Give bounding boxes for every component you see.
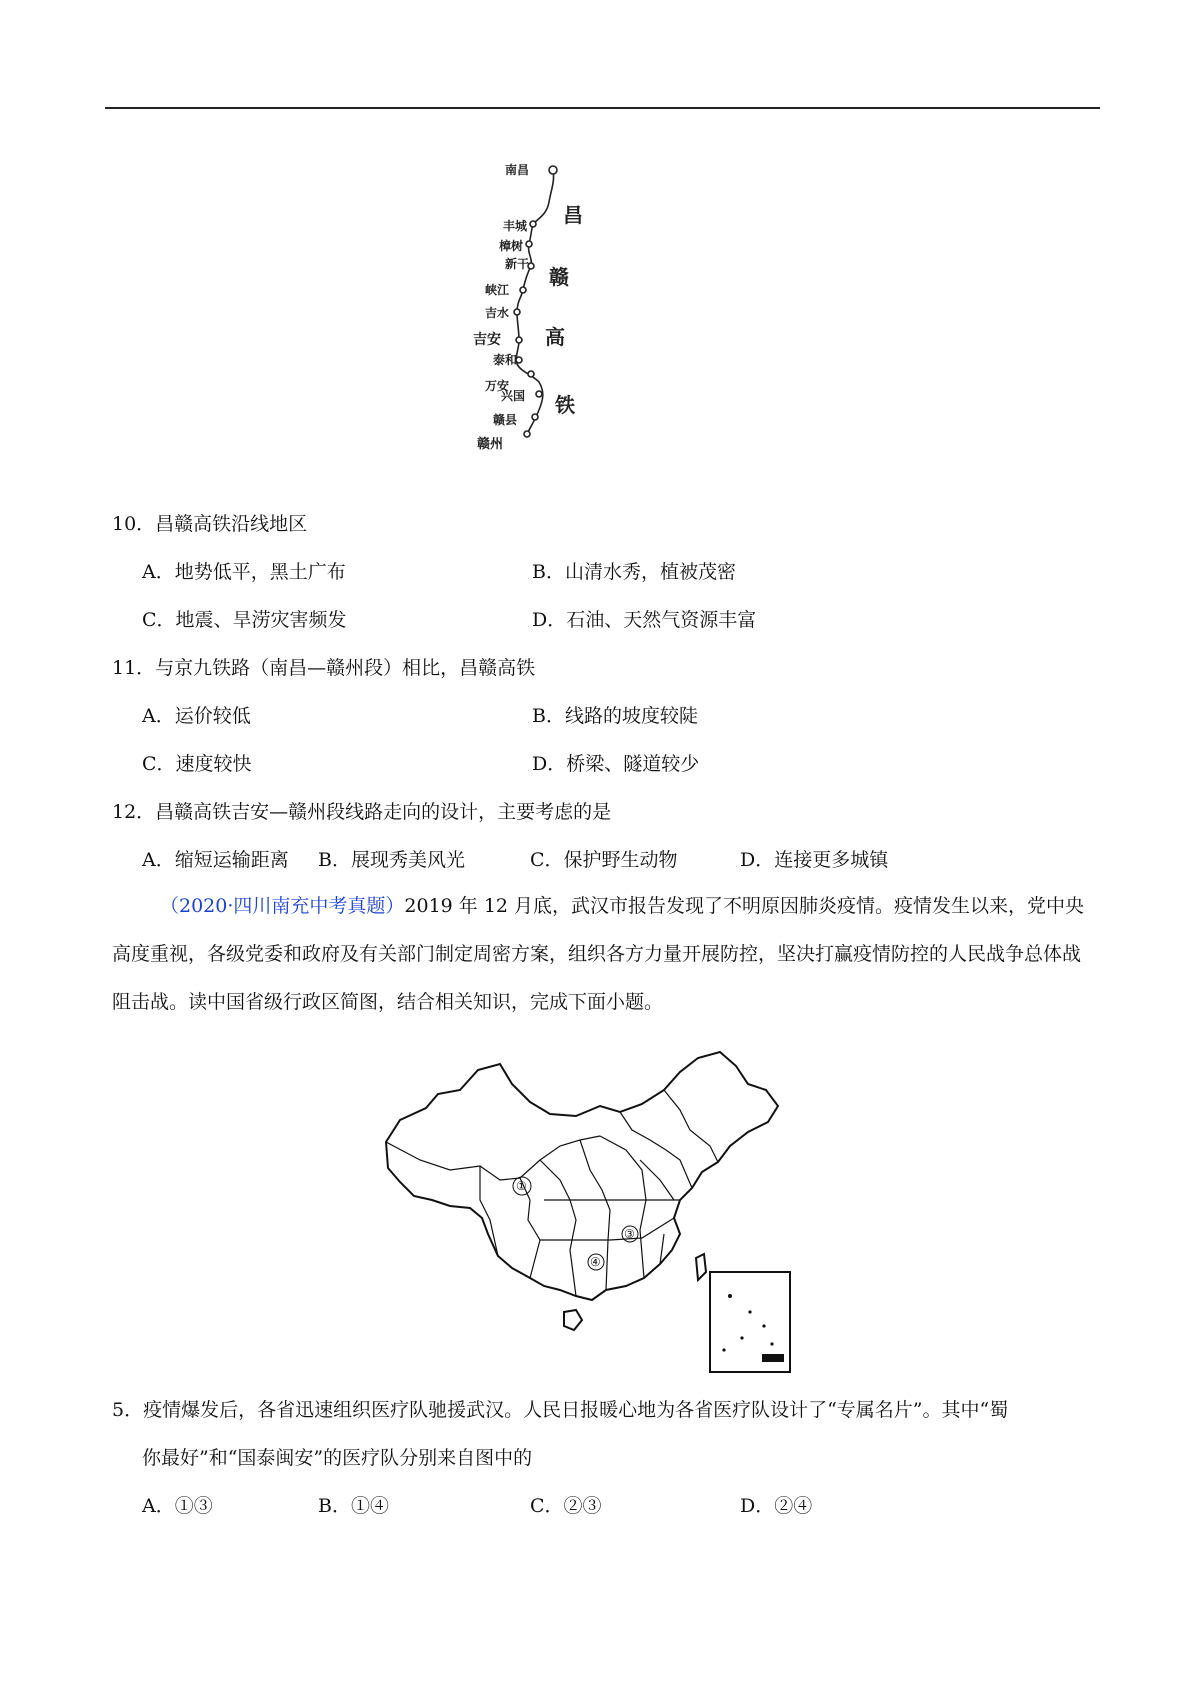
hainan-island xyxy=(564,1310,582,1330)
q11-stem: 11．与京九铁路（南昌—赣州段）相比，昌赣高铁 xyxy=(112,657,536,679)
station-marker xyxy=(514,309,520,315)
inset-island-dot xyxy=(748,1310,751,1313)
inset-island-dot xyxy=(740,1336,743,1339)
station-label: 峡江 xyxy=(485,283,510,297)
q10-option-c: C．地震、旱涝灾害频发 xyxy=(142,609,347,631)
route-title-char: 高 xyxy=(545,325,565,349)
q5-option-a: A．①③ xyxy=(142,1495,213,1517)
station-marker xyxy=(536,391,542,397)
station-marker xyxy=(516,337,522,343)
reading-passage xyxy=(112,882,1092,1026)
passage-source: （2020·四川南充中考真题） xyxy=(160,895,405,917)
q12-stem: 12．昌赣高铁吉安—赣州段线路走向的设计，主要考虑的是 xyxy=(112,801,612,823)
station-label: 丰城 xyxy=(503,219,528,233)
station-marker xyxy=(526,241,532,247)
province-border xyxy=(386,1136,600,1180)
q11-option-d: D．桥梁、隧道较少 xyxy=(532,753,700,775)
station-label: 南昌 xyxy=(505,163,530,177)
q12-option-c: C．保护野生动物 xyxy=(530,849,678,871)
q5-stem-line2: 你最好”和“国泰闽安”的医疗队分别来自图中的 xyxy=(142,1447,533,1469)
province-border xyxy=(664,1090,718,1162)
station-label: 吉安 xyxy=(473,332,501,348)
station-label: 泰和 xyxy=(493,353,518,367)
station-label: 新干 xyxy=(505,257,530,271)
q12-option-b: B．展现秀美风光 xyxy=(318,849,465,871)
station-marker xyxy=(524,431,530,437)
map-marker-label: ③ xyxy=(624,1227,635,1241)
china-province-map xyxy=(380,1050,820,1380)
map-marker-label: ① xyxy=(516,1179,527,1193)
passage-text: 2019 年 12 月底，武汉市报告发现了不明原因肺炎疫情。疫情发生以来，党中央高度重视，各级党委和政府及有关部门制定周密方案，组织各方力量开展防控，坚决打赢疫情防控的人民战争总体战阻击战。读中国省级行政区简图，结合相关知识，完成下面小题。 xyxy=(112,895,1085,1013)
q11-option-a: A．运价较低 xyxy=(142,705,251,727)
q12-option-a: A．缩短运输距离 xyxy=(142,849,289,871)
railway-route-figure xyxy=(473,162,645,482)
province-border xyxy=(520,1178,540,1278)
q10-stem: 10．昌赣高铁沿线地区 xyxy=(112,513,308,535)
station-label: 兴国 xyxy=(501,389,526,403)
province-border xyxy=(480,1166,498,1256)
q10-option-b: B．山清水秀，植被茂密 xyxy=(532,561,736,583)
q10-option-a: A．地势低平，黑土广布 xyxy=(142,561,346,583)
q5-stem-line1: 5．疫情爆发后，各省迅速组织医疗队驰援武汉。人民日报暖心地为各省医疗队设计了“专属名片”。其中“蜀 xyxy=(112,1399,1009,1421)
station-label: 吉水 xyxy=(485,306,510,320)
inset-island-dot xyxy=(722,1348,725,1351)
station-marker xyxy=(520,287,526,293)
province-border xyxy=(540,1160,576,1296)
route-title-char: 赣 xyxy=(549,265,569,289)
q10-option-d: D．石油、天然气资源丰富 xyxy=(532,609,757,631)
taiwan-island xyxy=(696,1254,706,1280)
q5-option-b: B．①④ xyxy=(318,1495,389,1517)
inset-island-dot xyxy=(770,1342,773,1345)
china-outline xyxy=(386,1052,778,1300)
q5-option-d: D．②④ xyxy=(740,1495,813,1517)
inset-island-dot xyxy=(728,1294,732,1298)
station-marker xyxy=(528,371,534,377)
station-label: 樟树 xyxy=(499,239,524,253)
q5-option-c: C．②③ xyxy=(530,1495,602,1517)
q11-option-c: C．速度较快 xyxy=(142,753,252,775)
inset-island-dot xyxy=(762,1324,765,1327)
station-marker xyxy=(549,166,557,174)
station-label: 万安 xyxy=(485,379,510,393)
q11-option-b: B．线路的坡度较陡 xyxy=(532,705,698,727)
q12-option-d: D．连接更多城镇 xyxy=(740,849,889,871)
station-label: 赣县 xyxy=(493,413,518,427)
station-marker xyxy=(530,221,536,227)
station-marker xyxy=(532,414,538,420)
header-rule xyxy=(105,107,1100,109)
province-border xyxy=(540,1218,674,1240)
map-marker-label: ④ xyxy=(590,1255,601,1269)
route-title-char: 昌 xyxy=(563,203,583,227)
inset-scale-bar xyxy=(762,1354,784,1362)
route-title-char: 铁 xyxy=(555,393,575,417)
station-label: 赣州 xyxy=(477,437,504,452)
